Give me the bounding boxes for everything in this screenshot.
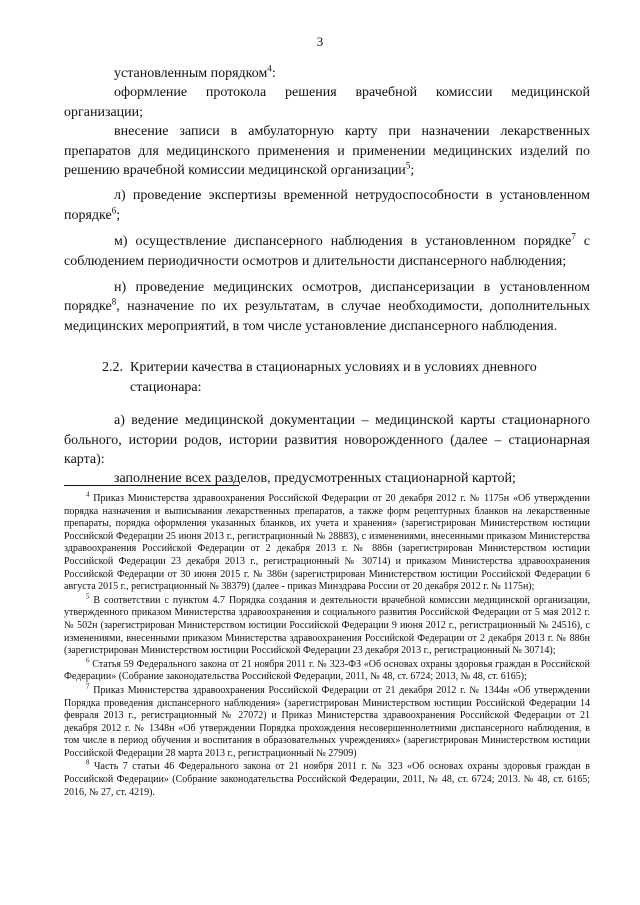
footnote-ref-6[interactable]: 6 xyxy=(111,205,117,216)
footnote-mark: 7 xyxy=(86,682,90,691)
section-heading-2-2 xyxy=(64,358,590,377)
footnotes xyxy=(64,490,591,800)
footnote-mark: 4 xyxy=(86,490,90,499)
section-heading-continuation: стационара: xyxy=(130,379,202,395)
footnote-ref-7[interactable]: 7 xyxy=(571,231,576,242)
footnote-8: $^8$ Часть 7 статьи 46 Федерального закона от 21 ноября 2011 г. № 323 «Об основах охраны здоровья граждан в Российской Федерации» (Собрание законодательства Российской Федерации, 2011, № 48, ст. 6724; 2013. № 48, ст. 6165; 2016, № 27, ст. 4219). xyxy=(64,759,590,798)
footnote-6: $^6$ Статья 59 Федерального закона от 21 ноября 2011 г. № 323-ФЗ «Об основах охраны здоровья граждан в Российской Федерации» (Собрание законодательства Российской Федерации, 2011, № 48, ст. 6724; 2013, № 48, ст. 6165); xyxy=(64,656,591,683)
paragraph-protocol: оформление протокола решения врачебной комиссии медицинской организации; xyxy=(64,85,590,120)
footnote-4: $^4$ Приказ Министерства здравоохранения Российской Федерации от 20 декабря 2012 г. № 1175н «Об утверждении порядка назначения и выписывания лекарственных препаратов, а также форм рецептурных бланков на лекарственные препараты, порядка оформления указанных бланков, их учета и хранения» (зарегистрирован Министерством юстиции Российской Федерации 25 июня 2013 г., регистрационный № 28883), с изменениями, внесенными приказом Министерства здравоохранения Российской Федерации от 2 декабря 2013 г. № 886н (зарегистрирован Министерством юстиции Российской Федерации 23 декабря 2013 г., регистрационный № 30714) и приказом Министерства здравоохранения Российской Федерации от 30 июня 2015 г. № 386н (зарегистрирован Министерством юстиции Российской Федерации 6 августа 2015 г., регистрационный № 38379) (далее - приказ Минздрава России от 20 декабря 2012 г. № 1175н); xyxy=(64,490,590,593)
footnote-mark: 5 xyxy=(86,592,90,601)
footnote-ref-5[interactable]: 5 xyxy=(405,160,411,171)
paragraph-established-order: установленным порядком$^4$: xyxy=(114,63,276,81)
criterion-fill-sections: заполнение всех разделов, предусмотренных стационарной картой; xyxy=(114,471,516,487)
document-body xyxy=(64,64,590,489)
section-number: 2.2. xyxy=(102,360,123,376)
footnote-5: $^5$ В соответствии с пунктом 4.7 Порядка создания и деятельности врачебной комиссии медицинской организации, утвержденного приказом Министерства здравоохранения и социального развития Российской Федерации от 5 мая 2012 г. № 502н (зарегистрирован Министерством юстиции Российской Федерации 9 июня 2012 г., регистрационный № 24516), с изменениями, внесенными приказом Министерства здравоохранения Российской Федерации от 2 декабря 2013 г. № 886н (зарегистрирован Министерством юстиции Российской Федерации 23 декабря 2013 г., регистрационный № 30714); xyxy=(64,592,590,657)
paragraph-outpatient-record: внесение записи в амбулаторную карту при назначении лекарственных препаратов для медицинского применения и применении медицинских изделий по решению врачебной комиссии медицинской организации$^5$; xyxy=(64,124,590,179)
footnote-ref-4[interactable]: 4 xyxy=(267,63,272,74)
item-m-dispensary-observation: м) осуществление диспансерного наблюдения в установленном порядке$^7$ с соблюдением периодичности осмотров и длительности диспансерного наблюдения; xyxy=(64,231,590,269)
criterion-a-documentation: а) ведение медицинской документации – медицинской карты стационарного больного, истории родов, истории развития новорожденного (далее – стационарная карта): xyxy=(64,413,590,467)
footnote-separator xyxy=(64,485,239,486)
section-title: Критерии качества в стационарных условиях и в условиях дневного xyxy=(130,360,537,376)
footnote-mark: 8 xyxy=(86,759,90,768)
footnote-ref-8[interactable]: 8 xyxy=(111,296,117,307)
item-l-disability-expertise: л) проведение экспертизы временной нетрудоспособности в установленном порядке$^6$; xyxy=(64,188,590,223)
item-n-medical-examinations: н) проведение медицинских осмотров, диспансеризации в установленном порядке$^8$, назначение по их результатам, в случае необходимости, дополнительных медицинских мероприятий, в том числе установление диспансерного наблюдения. xyxy=(64,280,590,334)
footnote-mark: 6 xyxy=(86,656,90,665)
page-number: 3 xyxy=(316,34,324,49)
footnote-7: $^7$ Приказ Министерства здравоохранения Российской Федерации от 21 декабря 2012 г. № 1344н «Об утверждении Порядка проведения диспансерного наблюдения» (зарегистрирован Министерством юстиции Российской Федерации 14 февраля 2013 г., регистрационный № 27072) и Приказ Министерства здравоохранения Российской Федерации от 21 декабря 2012 г. № 1348н «Об утверждении Порядка прохождения несовершеннолетними диспансерного наблюдения, в том числе в период обучения и воспитания в образовательных учреждениях» (зарегистрирован Министерством юстиции Российской Федерации 28 марта 2013 г., регистрационный № 27909) xyxy=(64,682,590,759)
